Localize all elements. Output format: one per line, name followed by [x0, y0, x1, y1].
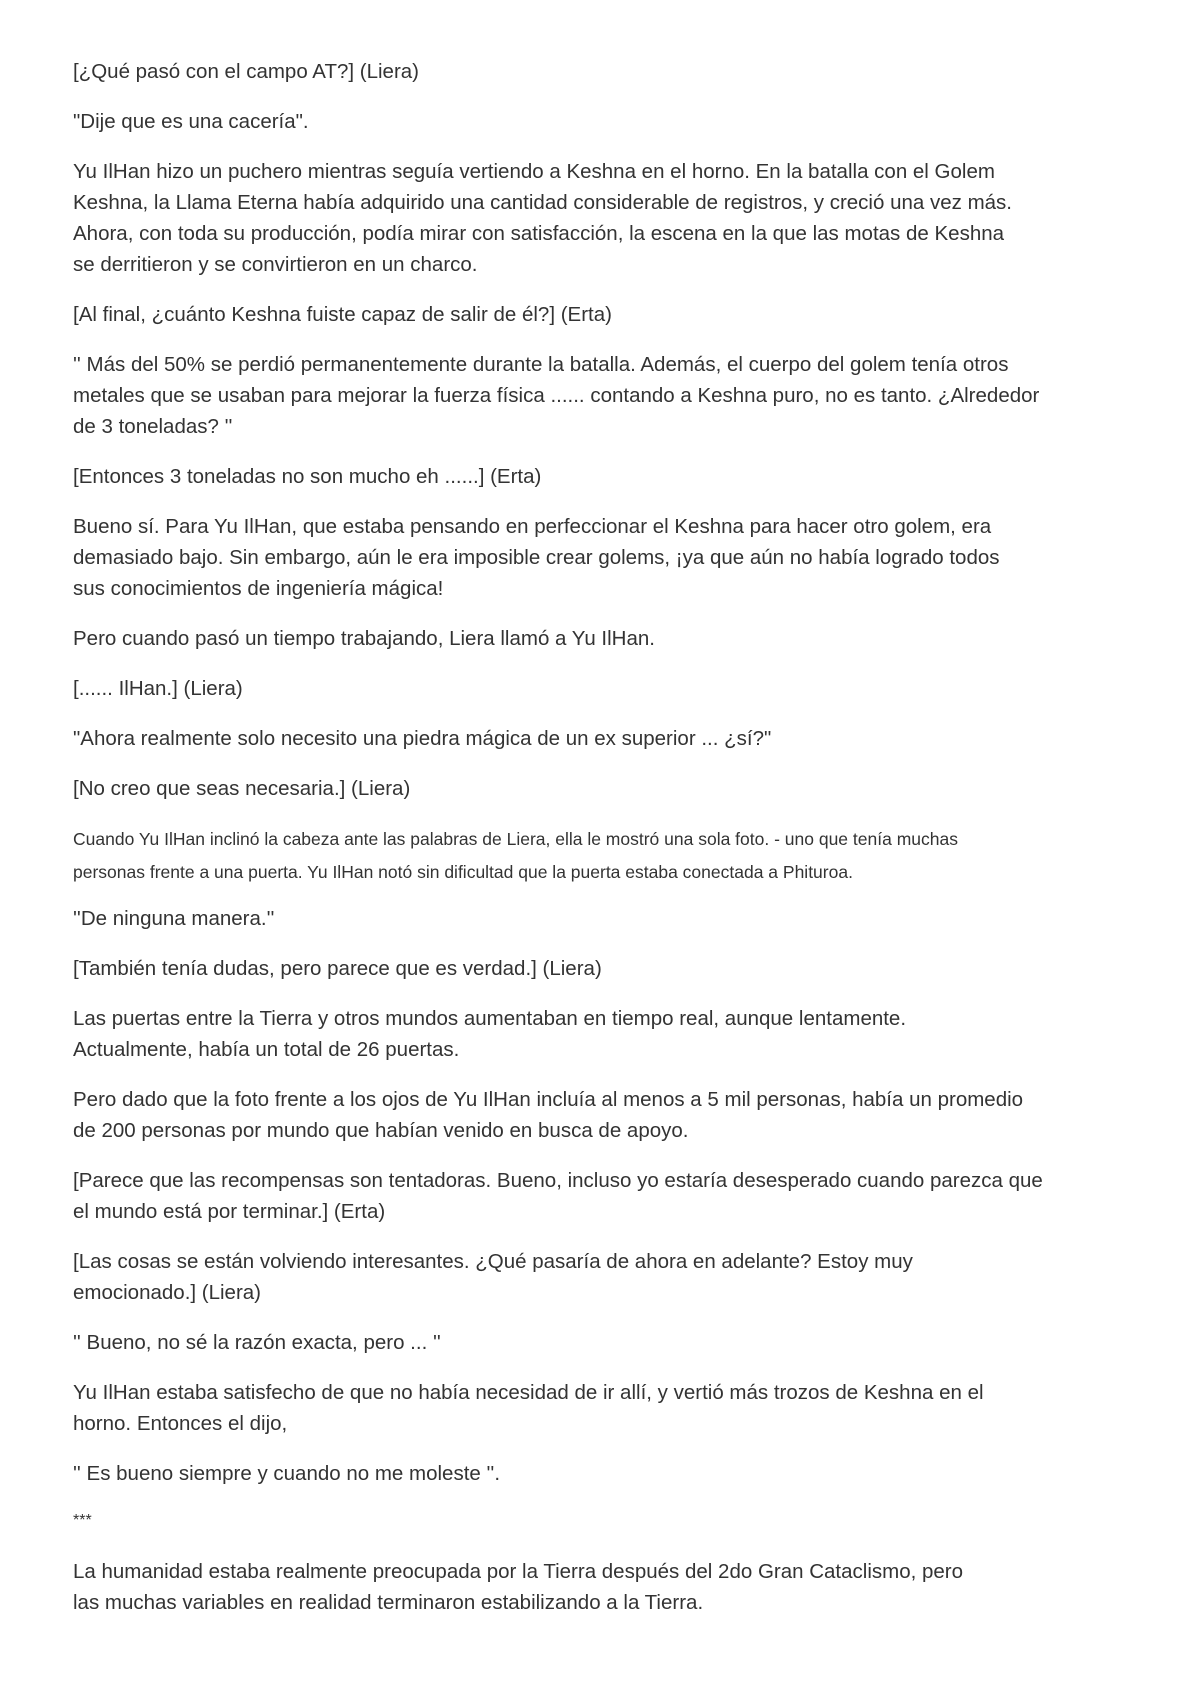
text-line: sus conocimientos de ingeniería mágica! [73, 577, 444, 600]
text-line: Bueno sí. Para Yu IlHan, que estaba pensando en perfeccionar el Keshna para hacer otro golem, era [73, 515, 992, 538]
text-line: Actualmente, había un total de 26 puertas. [73, 1038, 460, 1061]
text-line: [¿Qué pasó con el campo AT?] (Liera) [73, 60, 420, 83]
text-line: demasiado bajo. Sin embargo, aún le era imposible crear golems, ¡ya que aún no había logrado todos [73, 546, 1000, 569]
text-line: [También tenía dudas, pero parece que es verdad.] (Liera) [73, 957, 602, 980]
text-line: [Entonces 3 toneladas no son mucho eh ......] (Erta) [73, 465, 542, 488]
text-line: '' Es bueno siempre y cuando no me moleste ''. [73, 1462, 501, 1485]
text-line: de 200 personas por mundo que habían venido en busca de apoyo. [73, 1119, 689, 1142]
text-line: [No creo que seas necesaria.] (Liera) [73, 777, 411, 800]
paragraph [73, 1084, 1133, 1146]
text-line: "Dije que es una cacería". [73, 110, 309, 133]
text-line: emocionado.] (Liera) [73, 1281, 262, 1304]
paragraph [73, 623, 1133, 654]
paragraph [73, 56, 1133, 87]
text-line: [Al final, ¿cuánto Keshna fuiste capaz de salir de él?] (Erta) [73, 303, 612, 326]
paragraph [73, 461, 1133, 492]
paragraph [73, 299, 1133, 330]
text-line: Yu IlHan hizo un puchero mientras seguía vertiendo a Keshna en el horno. En la batalla con el Golem [73, 160, 995, 183]
text-line: Pero cuando pasó un tiempo trabajando, Liera llamó a Yu IlHan. [73, 627, 655, 650]
paragraph [73, 723, 1133, 754]
text-line: La humanidad estaba realmente preocupada por la Tierra después del 2do Gran Cataclismo, pero [73, 1560, 964, 1583]
text-line: *** [73, 1512, 92, 1529]
paragraph [73, 1377, 1133, 1439]
paragraph [73, 349, 1133, 442]
paragraph [73, 1458, 1133, 1489]
paragraph [73, 953, 1133, 984]
paragraph [73, 823, 1133, 889]
paragraph [73, 106, 1133, 137]
document-page [73, 56, 1133, 1637]
section-separator [73, 1508, 1133, 1534]
text-line: las muchas variables en realidad terminaron estabilizando a la Tierra. [73, 1591, 704, 1614]
paragraph [73, 773, 1133, 804]
paragraph [73, 1003, 1133, 1065]
paragraph [73, 1327, 1133, 1358]
text-line: metales que se usaban para mejorar la fuerza física ...... contando a Keshna puro, no es tanto. ¿Alrededor [73, 384, 1040, 407]
text-line: Keshna, la Llama Eterna había adquirido una cantidad considerable de registros, y creció una vez más. [73, 191, 1013, 214]
text-line: horno. Entonces el dijo, [73, 1412, 288, 1435]
text-line: personas frente a una puerta. Yu IlHan notó sin dificultad que la puerta estaba conectada a Phituroa. [73, 862, 853, 882]
text-line: '' Bueno, no sé la razón exacta, pero ... '' [73, 1331, 441, 1354]
text-line: Pero dado que la foto frente a los ojos de Yu IlHan incluía al menos a 5 mil personas, había un promedio [73, 1088, 1024, 1111]
text-line: de 3 toneladas? '' [73, 415, 233, 438]
paragraph [73, 1246, 1133, 1308]
text-line: Ahora, con toda su producción, podía mirar con satisfacción, la escena en la que las motas de Keshna [73, 222, 1005, 245]
text-line: Yu IlHan estaba satisfecho de que no había necesidad de ir allí, y vertió más trozos de Keshna en el [73, 1381, 984, 1404]
paragraph [73, 156, 1133, 280]
text-line: Cuando Yu IlHan inclinó la cabeza ante las palabras de Liera, ella le mostró una sola foto. - uno que tenía muchas [73, 829, 958, 849]
text-line: '' Más del 50% se perdió permanentemente durante la batalla. Además, el cuerpo del golem tenía otros [73, 353, 1009, 376]
paragraph [73, 1165, 1133, 1227]
text-line: ''De ninguna manera.'' [73, 907, 275, 930]
paragraph [73, 673, 1133, 704]
text-line: Las puertas entre la Tierra y otros mundos aumentaban en tiempo real, aunque lentamente. [73, 1007, 907, 1030]
paragraph [73, 511, 1133, 604]
text-line: se derritieron y se convirtieron en un charco. [73, 253, 478, 276]
paragraph [73, 903, 1133, 934]
text-line: [Parece que las recompensas son tentadoras. Bueno, incluso yo estaría desesperado cuando parezca que [73, 1169, 1043, 1192]
text-line: el mundo está por terminar.] (Erta) [73, 1200, 386, 1223]
paragraph [73, 1556, 1133, 1618]
text-line: [...... IlHan.] (Liera) [73, 677, 243, 700]
text-line: "Ahora realmente solo necesito una piedra mágica de un ex superior ... ¿sí?" [73, 727, 772, 750]
text-line: [Las cosas se están volviendo interesantes. ¿Qué pasaría de ahora en adelante? Estoy muy [73, 1250, 913, 1273]
